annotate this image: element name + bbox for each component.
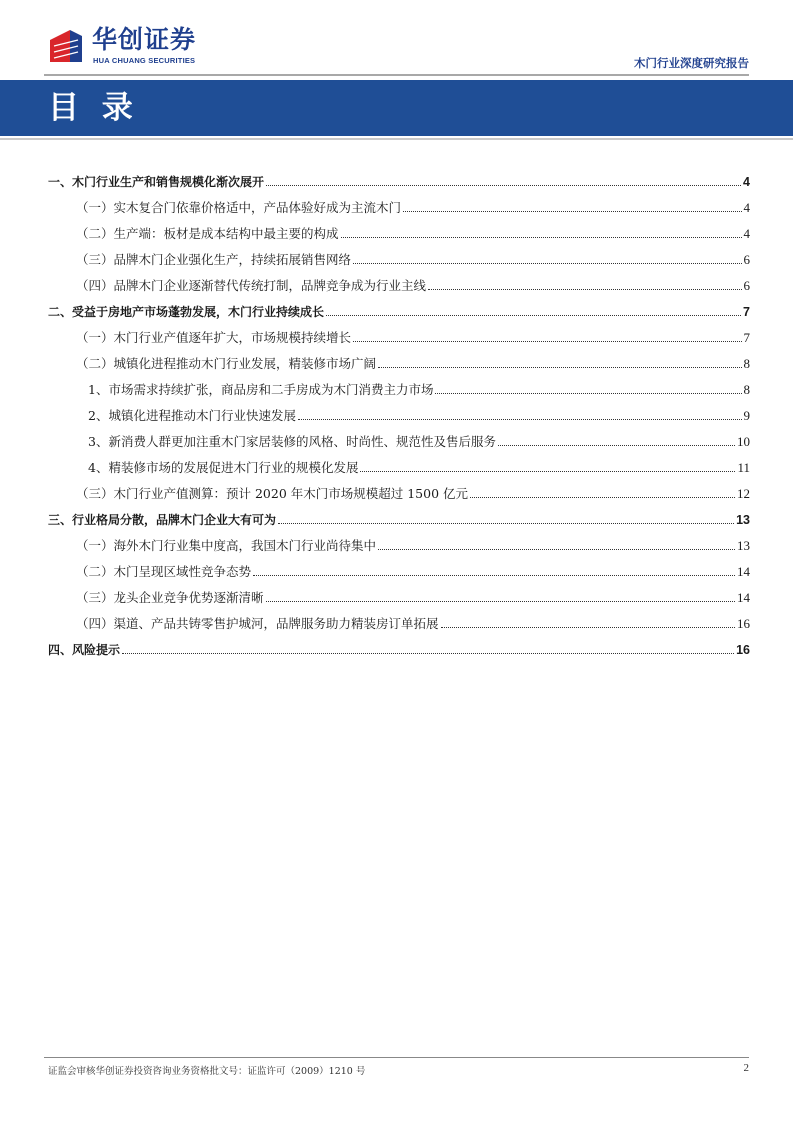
toc-entry[interactable] xyxy=(48,350,750,376)
toc-entry[interactable] xyxy=(48,454,750,480)
toc-dot-leader xyxy=(326,315,741,316)
toc-entry-page: 7 xyxy=(743,305,750,319)
banner-divider xyxy=(0,138,793,140)
toc-entry-page: 8 xyxy=(743,356,750,371)
toc-entry-title: （三）品牌木门企业强化生产，持续拓展销售网络 xyxy=(76,252,352,267)
toc-entry-title: （四）渠道、产品共铸零售护城河，品牌服务助力精装房订单拓展 xyxy=(76,616,439,631)
page-title: 目 录 xyxy=(48,90,139,126)
toc-dot-leader xyxy=(353,263,741,264)
toc-entry-page: 13 xyxy=(737,538,750,553)
toc-entry-title: （三）木门行业产值测算：预计 2020 年木门市场规模超过 1500 亿元 xyxy=(76,486,469,501)
toc-entry-title: 四、风险提示 xyxy=(48,643,121,657)
toc-entry[interactable] xyxy=(48,636,750,662)
toc-entry[interactable] xyxy=(48,428,750,454)
toc-entry[interactable] xyxy=(48,376,750,402)
toc-entry[interactable] xyxy=(48,168,750,194)
toc-entry[interactable] xyxy=(48,246,750,272)
toc-entry-page: 6 xyxy=(743,252,750,267)
toc-entry-page: 7 xyxy=(743,330,750,345)
toc-dot-leader xyxy=(441,627,735,628)
toc-entry-page: 6 xyxy=(743,278,750,293)
toc-entry[interactable] xyxy=(48,324,750,350)
toc-entry-title: 1、市场需求持续扩张，商品房和二手房成为木门消费主力市场 xyxy=(88,382,434,397)
report-title: 木门行业深度研究报告 xyxy=(634,56,749,70)
footer-divider xyxy=(44,1057,749,1058)
toc-dot-leader xyxy=(266,185,741,186)
toc-entry[interactable] xyxy=(48,610,750,636)
logo-english-name: HUA CHUANG SECURITIES xyxy=(93,56,196,65)
toc-dot-leader xyxy=(122,653,734,654)
page-header xyxy=(0,0,793,80)
toc-entry-title: 二、受益于房地产市场蓬勃发展，木门行业持续成长 xyxy=(48,305,325,319)
toc-dot-leader xyxy=(253,575,735,576)
footer-disclaimer: 证监会审核华创证券投资咨询业务资格批文号：证监许可（2009）1210 号 xyxy=(48,1066,366,1077)
toc-entry[interactable] xyxy=(48,272,750,298)
toc-entry-title: （四）品牌木门企业逐渐替代传统打制，品牌竞争成为行业主线 xyxy=(76,278,427,293)
toc-dot-leader xyxy=(498,445,735,446)
toc-entry-title: （二）城镇化进程推动木门行业发展，精装修市场广阔 xyxy=(76,356,377,371)
toc-entry[interactable] xyxy=(48,532,750,558)
toc-dot-leader xyxy=(278,523,734,524)
toc-dot-leader xyxy=(353,341,741,342)
toc-dot-leader xyxy=(341,237,742,238)
toc-entry[interactable] xyxy=(48,298,750,324)
toc-entry[interactable] xyxy=(48,194,750,220)
toc-dot-leader xyxy=(470,497,735,498)
toc-entry-title: 4、精装修市场的发展促进木门行业的规模化发展 xyxy=(88,460,359,475)
toc-entry-page: 13 xyxy=(736,513,750,527)
toc-entry-title: （三）龙头企业竞争优势逐渐清晰 xyxy=(76,590,264,605)
toc-entry[interactable] xyxy=(48,506,750,532)
toc-dot-leader xyxy=(266,601,735,602)
toc-entry-title: （一）木门行业产值逐年扩大，市场规模持续增长 xyxy=(76,330,352,345)
toc-entry[interactable] xyxy=(48,584,750,610)
toc-dot-leader xyxy=(403,211,741,212)
toc-entry[interactable] xyxy=(48,480,750,506)
toc-entry-page: 10 xyxy=(737,434,750,449)
toc-entry-page: 11 xyxy=(737,460,750,475)
toc-entry-page: 16 xyxy=(737,616,750,631)
toc-entry[interactable] xyxy=(48,220,750,246)
toc-dot-leader xyxy=(378,549,735,550)
toc-entry-title: 3、新消费人群更加注重木门家居装修的风格、时尚性、规范性及售后服务 xyxy=(88,434,496,449)
toc-entry-title: （二）生产端：板材是成本结构中最主要的构成 xyxy=(76,226,339,241)
toc-dot-leader xyxy=(435,393,741,394)
toc-entry-page: 12 xyxy=(737,486,750,501)
toc-entry-title: 一、木门行业生产和销售规模化渐次展开 xyxy=(48,175,265,189)
toc-entry-page: 4 xyxy=(743,200,750,215)
toc-entry-title: （一）实木复合门依靠价格适中，产品体验好成为主流木门 xyxy=(76,200,402,215)
toc-entry-title: 三、行业格局分散，品牌木门企业大有可为 xyxy=(48,513,277,527)
huachuang-logo-icon xyxy=(48,28,84,64)
toc-entry-page: 8 xyxy=(743,382,750,397)
toc-entry-page: 9 xyxy=(743,408,750,423)
toc-entry-title: （二）木门呈现区域性竞争态势 xyxy=(76,564,252,579)
toc-banner xyxy=(0,80,793,136)
toc-dot-leader xyxy=(378,367,741,368)
toc-entry[interactable] xyxy=(48,558,750,584)
toc-entry-page: 16 xyxy=(736,643,750,657)
toc-dot-leader xyxy=(360,471,735,472)
toc-entry[interactable] xyxy=(48,402,750,428)
page-number: 2 xyxy=(743,1062,749,1074)
toc-entry-title: 2、城镇化进程推动木门行业快速发展 xyxy=(88,408,296,423)
toc-dot-leader xyxy=(428,289,741,290)
toc-entry-page: 4 xyxy=(743,226,750,241)
toc-entry-page: 4 xyxy=(743,175,750,189)
header-divider xyxy=(44,74,749,76)
toc-entry-page: 14 xyxy=(737,564,750,579)
toc-entry-title: （一）海外木门行业集中度高，我国木门行业尚待集中 xyxy=(76,538,377,553)
logo-chinese-name: 华创证券 xyxy=(92,25,197,54)
toc-dot-leader xyxy=(298,419,742,420)
toc-entry-page: 14 xyxy=(737,590,750,605)
table-of-contents xyxy=(48,168,750,662)
